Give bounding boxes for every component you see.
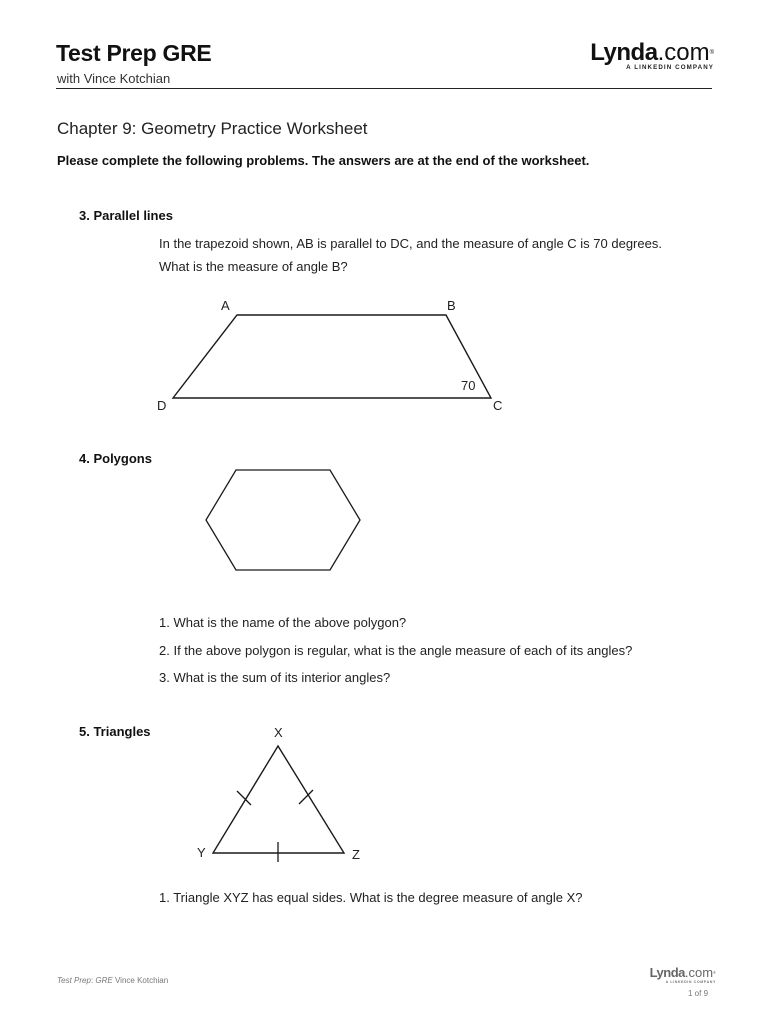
vertex-label-x: X — [274, 725, 283, 740]
problem-3-text-line-1: In the trapezoid shown, AB is parallel to DC, and the measure of angle C is 70 degrees. — [159, 236, 662, 251]
logo-domain: .com — [657, 39, 710, 66]
trapezoid-figure — [157, 298, 502, 413]
footer-lynda-logo — [638, 966, 716, 984]
footer-logo-registered-mark: ® — [713, 970, 716, 975]
course-title: Test Prep GRE — [56, 40, 212, 66]
problem-5-question-1: 1. Triangle XYZ has equal sides. What is the degree measure of angle X? — [159, 890, 583, 905]
problem-4-question-2: 2. If the above polygon is regular, what is the angle measure of each of its angles? — [159, 643, 633, 658]
problem-4-question-3: 3. What is the sum of its interior angles? — [159, 670, 391, 685]
problem-5-heading: 5. Triangles — [79, 724, 151, 739]
instructor-name: with Vince Kotchian — [57, 71, 171, 86]
problem-3-text-line-2: What is the measure of angle B? — [159, 259, 348, 274]
trapezoid-abcd — [173, 315, 491, 398]
footer-author: Vince Kotchian — [112, 976, 169, 985]
vertex-label-d: D — [157, 398, 167, 413]
hexagon — [206, 470, 360, 570]
footer-credit — [57, 976, 168, 985]
footer-logo-domain: .com — [684, 965, 714, 980]
footer-subject: GRE — [95, 976, 113, 985]
vertex-label-z: Z — [352, 847, 360, 862]
chapter-title: Chapter 9: Geometry Practice Worksheet — [57, 119, 368, 138]
footer-separator: : — [90, 976, 96, 985]
footer-course: Test Prep — [57, 976, 91, 985]
problem-4-heading: 4. Polygons — [79, 451, 152, 466]
vertex-label-a: A — [221, 298, 230, 313]
footer-logo-word: Lynda — [649, 965, 685, 980]
instructions: Please complete the following problems. The answers are at the end of the worksheet. — [57, 153, 590, 168]
problem-4-question-1: 1. What is the name of the above polygon? — [159, 615, 407, 630]
logo-tagline: A LINKEDIN COMPANY — [626, 64, 714, 71]
logo-word: Lynda — [590, 39, 658, 66]
footer-logo-tagline: A LINKEDIN COMPANY — [665, 980, 716, 984]
triangle-figure — [197, 725, 360, 862]
hexagon-figure — [206, 470, 360, 570]
page-indicator: 1 of 9 — [688, 989, 709, 998]
logo-registered-mark: ® — [709, 50, 714, 56]
vertex-label-c: C — [493, 398, 503, 413]
vertex-label-y: Y — [197, 845, 206, 860]
vertex-label-b: B — [447, 298, 456, 313]
problem-3-heading: 3. Parallel lines — [79, 208, 173, 223]
angle-c-label: 70 — [461, 378, 476, 393]
triangle-xyz — [213, 746, 344, 853]
